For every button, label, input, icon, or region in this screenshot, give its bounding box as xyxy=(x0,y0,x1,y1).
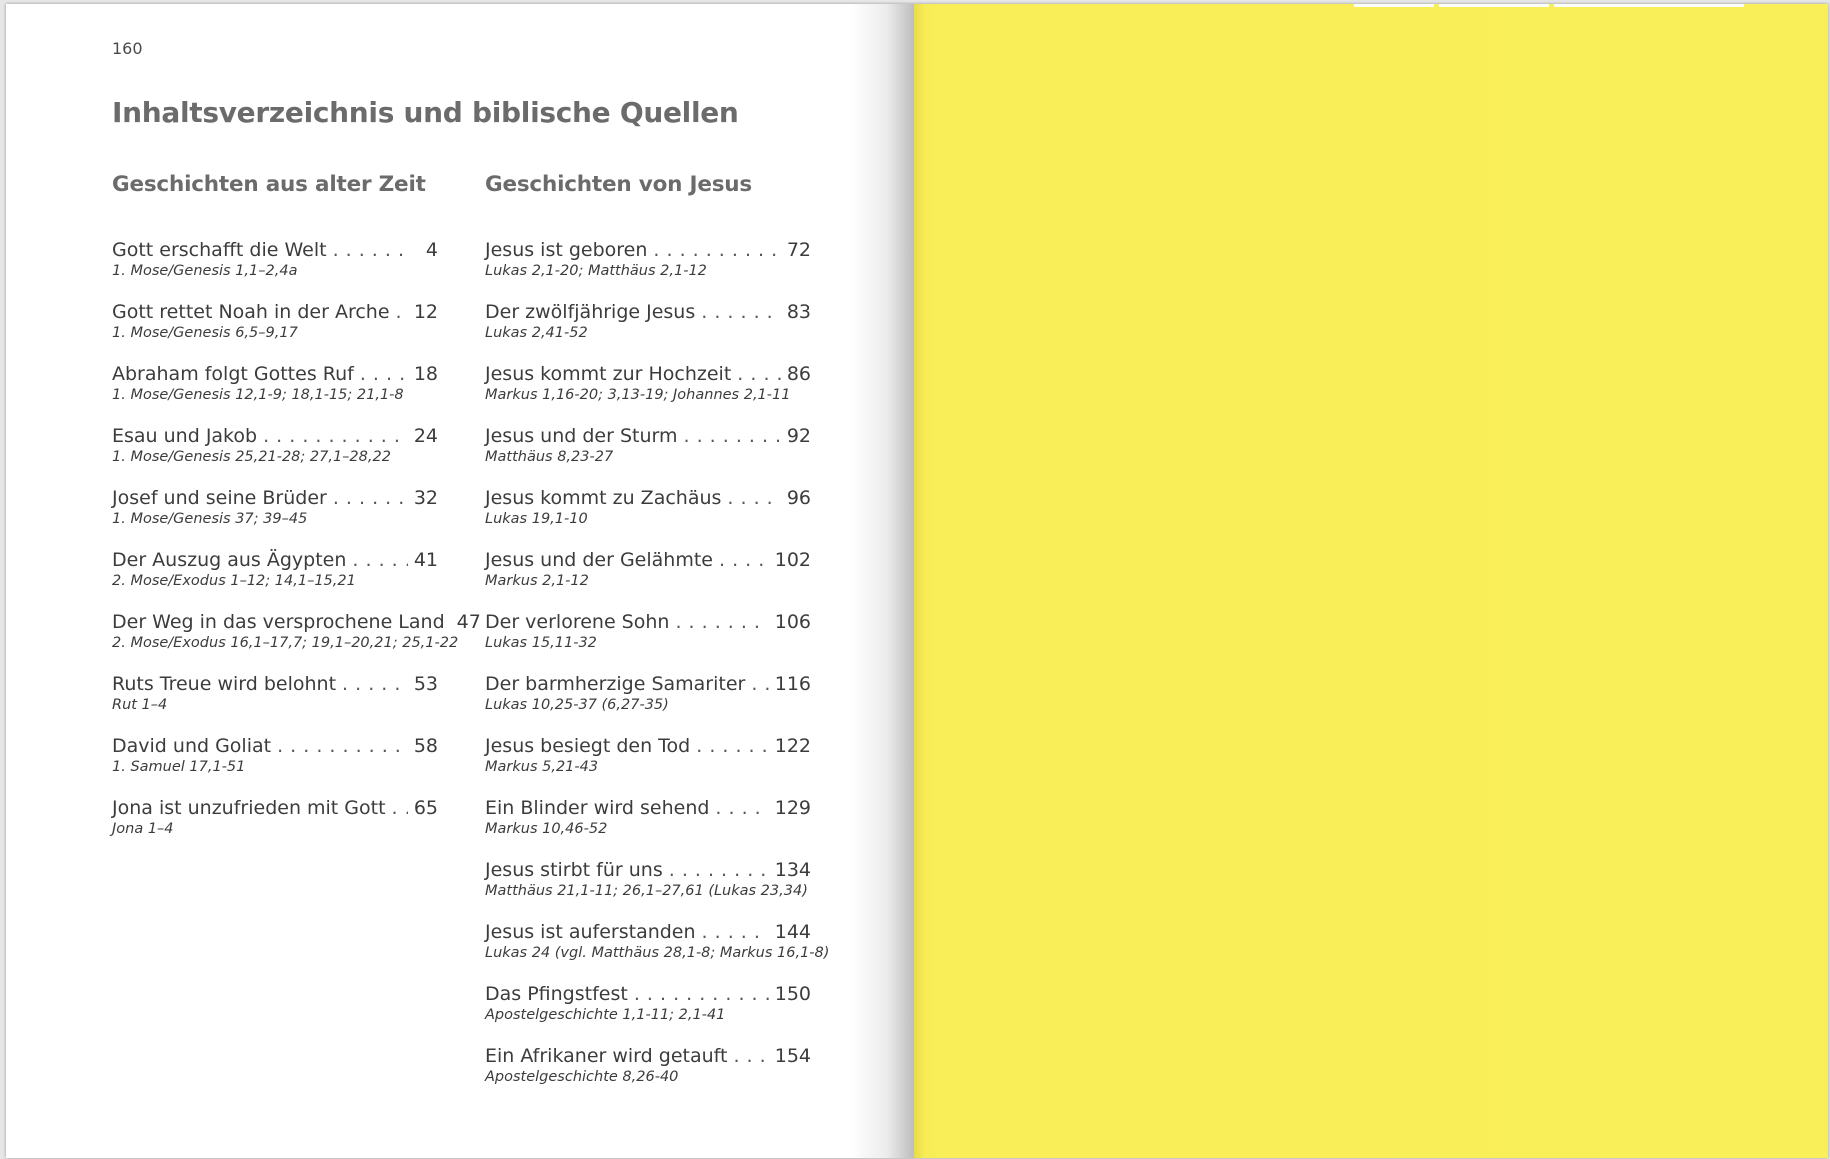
section-old-stories xyxy=(112,172,481,855)
toc-entry-source: 1. Mose/Genesis 12,1-9; 18,1-15; 21,1-8 xyxy=(112,387,404,403)
toc-entry-source: Markus 1,16-20; 3,13-19; Johannes 2,1-11 xyxy=(485,387,791,403)
dot-leader xyxy=(701,297,781,327)
toc-entry-page: 12 xyxy=(413,301,438,323)
toc-entry-line xyxy=(485,235,811,265)
toc-entry-title: Jesus kommt zur Hochzeit xyxy=(485,363,732,385)
toc-entry xyxy=(112,731,438,793)
toc-entry-line xyxy=(112,545,438,575)
dot-leader xyxy=(360,359,408,389)
toc-entry-page: 116 xyxy=(774,673,811,695)
toc-entry-page: 96 xyxy=(786,487,811,509)
dot-leader xyxy=(333,235,410,265)
toc-entry-title: Jesus kommt zu Zachäus xyxy=(485,487,722,509)
toc-entry-page: 86 xyxy=(786,363,811,385)
toc-entry-line xyxy=(112,669,438,699)
toc-entry-title: Gott rettet Noah in der Arche xyxy=(112,301,390,323)
toc-entry-line xyxy=(112,235,438,265)
toc-entry-line xyxy=(485,855,811,885)
toc-entry-title: Jesus ist geboren xyxy=(485,239,648,261)
toc-entry-source: 1. Mose/Genesis 6,5–9,17 xyxy=(112,325,298,341)
entry-list xyxy=(112,235,481,855)
toc-entry-source: 1. Mose/Genesis 1,1–2,4a xyxy=(112,263,298,279)
toc-entry-page: 134 xyxy=(774,859,811,881)
page-number: 160 xyxy=(112,39,143,58)
toc-entry-page: 58 xyxy=(413,735,438,757)
toc-entry-page: 92 xyxy=(786,425,811,447)
toc-entry-line xyxy=(485,917,811,947)
toc-entry-line xyxy=(485,359,811,389)
toc-entry-source: Lukas 10,25-37 (6,27-35) xyxy=(485,697,669,713)
toc-entry-source: Markus 2,1-12 xyxy=(485,573,589,589)
dot-leader xyxy=(392,793,408,823)
toc-entry-page: 4 xyxy=(425,239,438,261)
toc-entry xyxy=(485,359,811,421)
dot-leader xyxy=(675,607,768,637)
toc-entry-source: Rut 1–4 xyxy=(112,697,168,713)
toc-entry-line xyxy=(485,297,811,327)
toc-entry xyxy=(112,669,438,731)
toc-entry-title: Jesus stirbt für uns xyxy=(485,859,663,881)
toc-entry-title: David und Goliat xyxy=(112,735,272,757)
toc-entry-page: 18 xyxy=(413,363,438,385)
toc-entry xyxy=(485,979,811,1041)
toc-entry-line xyxy=(485,979,811,1009)
toc-entry-source: Markus 5,21-43 xyxy=(485,759,599,775)
toc-entry-line xyxy=(112,483,438,513)
toc-entry xyxy=(112,545,438,607)
toc-entry-source: Matthäus 8,23-27 xyxy=(485,449,614,465)
toc-entry-source: 1. Samuel 17,1-51 xyxy=(112,759,246,775)
dot-leader xyxy=(396,297,408,327)
toc-entry-line xyxy=(485,483,811,513)
toc-entry-source: 1. Mose/Genesis 37; 39–45 xyxy=(112,511,308,527)
toc-entry-title: Der zwölfjährige Jesus xyxy=(485,301,696,323)
toc-entry-page: 72 xyxy=(786,239,811,261)
toc-entry xyxy=(112,607,481,669)
dot-leader xyxy=(669,855,769,885)
toc-entry-source: Markus 10,46-52 xyxy=(485,821,608,837)
toc-entry xyxy=(485,483,811,545)
toc-entry-title: Jesus ist auferstanden xyxy=(485,921,696,943)
toc-entry-page: 106 xyxy=(774,611,811,633)
toc-entry-title: Jesus besiegt den Tod xyxy=(485,735,691,757)
toc-entry-title: Der Auszug aus Ägypten xyxy=(112,549,347,571)
toc-entry xyxy=(485,917,830,979)
toc-entry-line xyxy=(112,297,438,327)
dot-leader xyxy=(696,731,769,761)
toc-entry-page: 144 xyxy=(774,921,811,943)
toc-entry-title: Der Weg in das versprochene Land xyxy=(112,611,445,633)
toc-entry-page: 47 xyxy=(456,611,481,633)
toc-entry xyxy=(485,1041,811,1103)
toc-entry xyxy=(485,421,811,483)
toc-entry-source: Jona 1–4 xyxy=(112,821,174,837)
book-spread xyxy=(6,4,1828,1158)
section-jesus-stories xyxy=(485,172,830,1103)
toc-entry-source: 2. Mose/Exodus 1–12; 14,1–15,21 xyxy=(112,573,356,589)
toc-entry-source: Lukas 19,1-10 xyxy=(485,511,588,527)
toc-entry-line xyxy=(485,731,811,761)
toc-entry-source: Lukas 24 (vgl. Matthäus 28,1-8; Markus 16,1-8) xyxy=(485,945,830,961)
dot-leader xyxy=(737,359,781,389)
toc-entry-line xyxy=(112,421,438,451)
toc-entry xyxy=(112,793,438,855)
toc-entry-page: 154 xyxy=(774,1045,811,1067)
toc-entry-title: Der verlorene Sohn xyxy=(485,611,670,633)
dot-leader xyxy=(352,545,407,575)
toc-entry xyxy=(112,483,438,545)
page-edge-tab xyxy=(1439,4,1549,7)
entry-list xyxy=(485,235,830,1103)
toc-entry-source: Apostelgeschichte 8,26-40 xyxy=(485,1069,679,1085)
dot-leader xyxy=(719,545,769,575)
toc-entry xyxy=(112,297,438,359)
dot-leader xyxy=(653,235,780,265)
toc-entry-line xyxy=(485,421,811,451)
toc-entry-source: Lukas 15,11-32 xyxy=(485,635,597,651)
section-heading: Geschichten von Jesus xyxy=(485,172,753,197)
toc-entry-source: 2. Mose/Exodus 16,1–17,7; 19,1–20,21; 25,1-22 xyxy=(112,635,459,651)
toc-entry-source: Matthäus 21,1-11; 26,1–27,61 (Lukas 23,34) xyxy=(485,883,808,899)
toc-entry-title: Jesus und der Sturm xyxy=(485,425,678,447)
toc-entry xyxy=(485,297,811,359)
toc-entry-source: 1. Mose/Genesis 25,21-28; 27,1–28,22 xyxy=(112,449,391,465)
toc-entry-title: Ruts Treue wird belohnt xyxy=(112,673,337,695)
dot-leader xyxy=(733,1041,768,1071)
toc-entry xyxy=(485,731,811,793)
toc-entry-line xyxy=(485,669,811,699)
left-page xyxy=(6,4,914,1158)
section-heading: Geschichten aus alter Zeit xyxy=(112,172,426,197)
dot-leader xyxy=(727,483,780,513)
toc-entry xyxy=(485,855,811,917)
toc-entry xyxy=(485,545,811,607)
toc-entry-line xyxy=(485,607,811,637)
toc-entry-source: Apostelgeschichte 1,1-11; 2,1-41 xyxy=(485,1007,726,1023)
toc-entry-page: 24 xyxy=(413,425,438,447)
toc-entry-title: Ein Afrikaner wird getauft xyxy=(485,1045,728,1067)
dot-leader xyxy=(263,421,408,451)
dot-leader xyxy=(715,793,768,823)
toc-entry-title: Abraham folgt Gottes Ruf xyxy=(112,363,354,385)
toc-entry-line xyxy=(112,731,438,761)
toc-entry-title: Das Pfingstfest xyxy=(485,983,628,1005)
toc-entry-page: 129 xyxy=(774,797,811,819)
toc-entry-line xyxy=(112,359,438,389)
toc-entry-line xyxy=(485,545,811,575)
toc-entry-line xyxy=(485,793,811,823)
dot-leader xyxy=(751,669,768,699)
toc-entry-source: Lukas 2,1-20; Matthäus 2,1-12 xyxy=(485,263,707,279)
toc-entry-title: Esau und Jakob xyxy=(112,425,258,447)
right-page-yellow xyxy=(914,4,1828,1158)
toc-entry xyxy=(112,235,438,297)
toc-entry-line xyxy=(485,1041,811,1071)
toc-entry-page: 65 xyxy=(413,797,438,819)
toc-entry xyxy=(485,793,811,855)
toc-entry xyxy=(485,607,811,669)
toc-entry xyxy=(485,235,811,297)
toc-entry-page: 53 xyxy=(413,673,438,695)
dot-leader xyxy=(333,483,408,513)
toc-entry-title: Jesus und der Gelähmte xyxy=(485,549,713,571)
dot-leader xyxy=(684,421,781,451)
toc-entry xyxy=(112,421,438,483)
toc-entry-title: Gott erschafft die Welt xyxy=(112,239,327,261)
toc-entry-page: 122 xyxy=(774,735,811,757)
toc-entry-title: Jona ist unzufrieden mit Gott xyxy=(112,797,386,819)
toc-entry-line xyxy=(112,793,438,823)
toc-entry-source: Lukas 2,41-52 xyxy=(485,325,588,341)
toc-entry-title: Josef und seine Brüder xyxy=(112,487,327,509)
toc-entry-page: 32 xyxy=(413,487,438,509)
toc-entry-line xyxy=(112,607,481,637)
toc-entry-page: 150 xyxy=(774,983,811,1005)
page-edge-tab xyxy=(1354,4,1434,7)
toc-entry-page: 83 xyxy=(786,301,811,323)
page-edge-tab xyxy=(1554,4,1744,7)
dot-leader xyxy=(342,669,408,699)
toc-entry xyxy=(485,669,811,731)
dot-leader xyxy=(277,731,408,761)
dot-leader xyxy=(702,917,769,947)
dot-leader xyxy=(634,979,769,1009)
toc-entry-title: Der barmherzige Samariter xyxy=(485,673,746,695)
toc-entry-page: 102 xyxy=(774,549,811,571)
page-title: Inhaltsverzeichnis und biblische Quellen xyxy=(112,96,739,129)
toc-entry xyxy=(112,359,438,421)
toc-entry-page: 41 xyxy=(413,549,438,571)
toc-entry-title: Ein Blinder wird sehend xyxy=(485,797,710,819)
